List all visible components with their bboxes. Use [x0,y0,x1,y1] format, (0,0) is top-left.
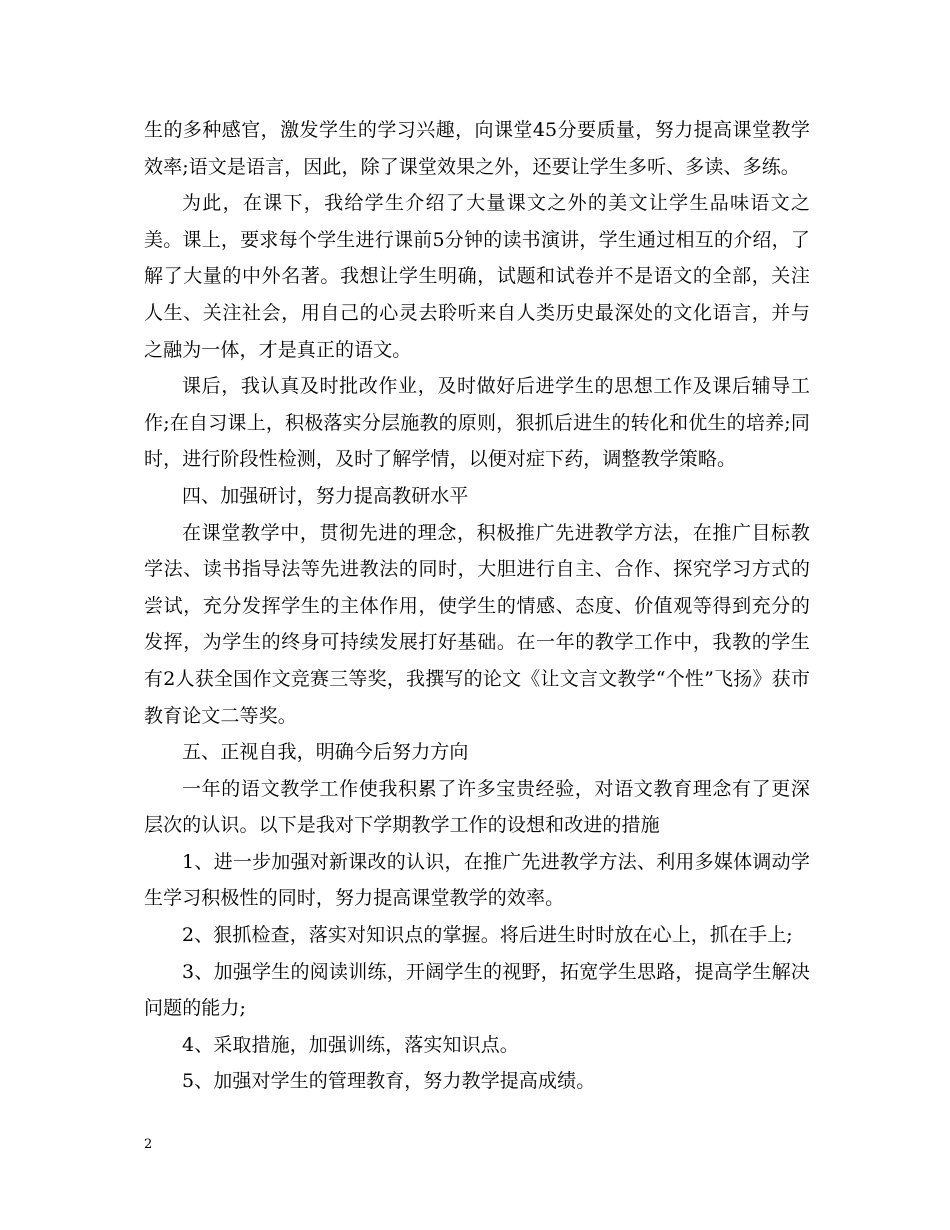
paragraph: 一年的语文教学工作使我积累了许多宝贵经验，对语文教育理念有了更深层次的认识。以下是我对下学期教学工作的设想和改进的措施 [144,777,810,837]
paragraph: 课后，我认真及时批改作业，及时做好后进学生的思想工作及课后辅导工作;在自习课上，积极落实分层施教的原则，狠抓后进生的转化和优生的培养;同时，进行阶段性检测，及时了解学情，以便对症下药，调整教学策略。 [144,375,810,471]
page-number: 2 [144,1137,153,1152]
list-item: 4、采取措施，加强训练，落实知识点。 [182,1033,519,1056]
paragraph: 生的多种感官，激发学生的学习兴趣，向课堂45分要质量，努力提高课堂教学效率;语文是语言，因此，除了课堂效果之外，还要让学生多听、多读、多练。 [144,119,810,178]
list-item: 5、加强对学生的管理教育，努力教学提高成绩。 [182,1070,596,1093]
list-item: 2、狠抓检查，落实对知识点的掌握。将后进生时时放在心上，抓在手上; [182,924,793,947]
paragraph: 在课堂教学中，贯彻先进的理念，积极推广先进教学方法，在推广目标教学法、读书指导法等先进教法的同时，大胆进行自主、合作、探究学习方式的尝试，充分发挥学生的主体作用，使学生的情感、态度、价值观等得到充分的发挥，为学生的终身可持续发展打好基础。在一年的教学工作中，我教的学生有2人获全国作文竞赛三等奖，我撰写的论文《让文言文教学“个性”飞扬》获市教育论文二等奖。 [144,521,810,727]
list-item: 1、进一步加强对新课改的认识，在推广先进教学方法、利用多媒体调动学生学习积极性的同时，努力提高课堂教学的效率。 [144,850,810,910]
paragraph: 为此，在课下，我给学生介绍了大量课文之外的美文让学生品味语文之美。课上，要求每个学生进行课前5分钟的读书演讲，学生通过相互的介绍，了解了大量的中外名著。我想让学生明确，试题和试卷并不是语文的全部，关注人生、关注社会，用自己的心灵去聆听来自人类历史最深处的文化语言，并与之融为一体，才是真正的语文。 [144,192,810,361]
section-heading: 四、加强研讨，努力提高教研水平 [182,484,469,507]
section-heading: 五、正视自我，明确今后努力方向 [182,741,469,764]
document-body [144,112,810,1100]
list-item: 3、加强学生的阅读训练，开阔学生的视野，拓宽学生思路，提高学生解决问题的能力; [144,960,810,1020]
